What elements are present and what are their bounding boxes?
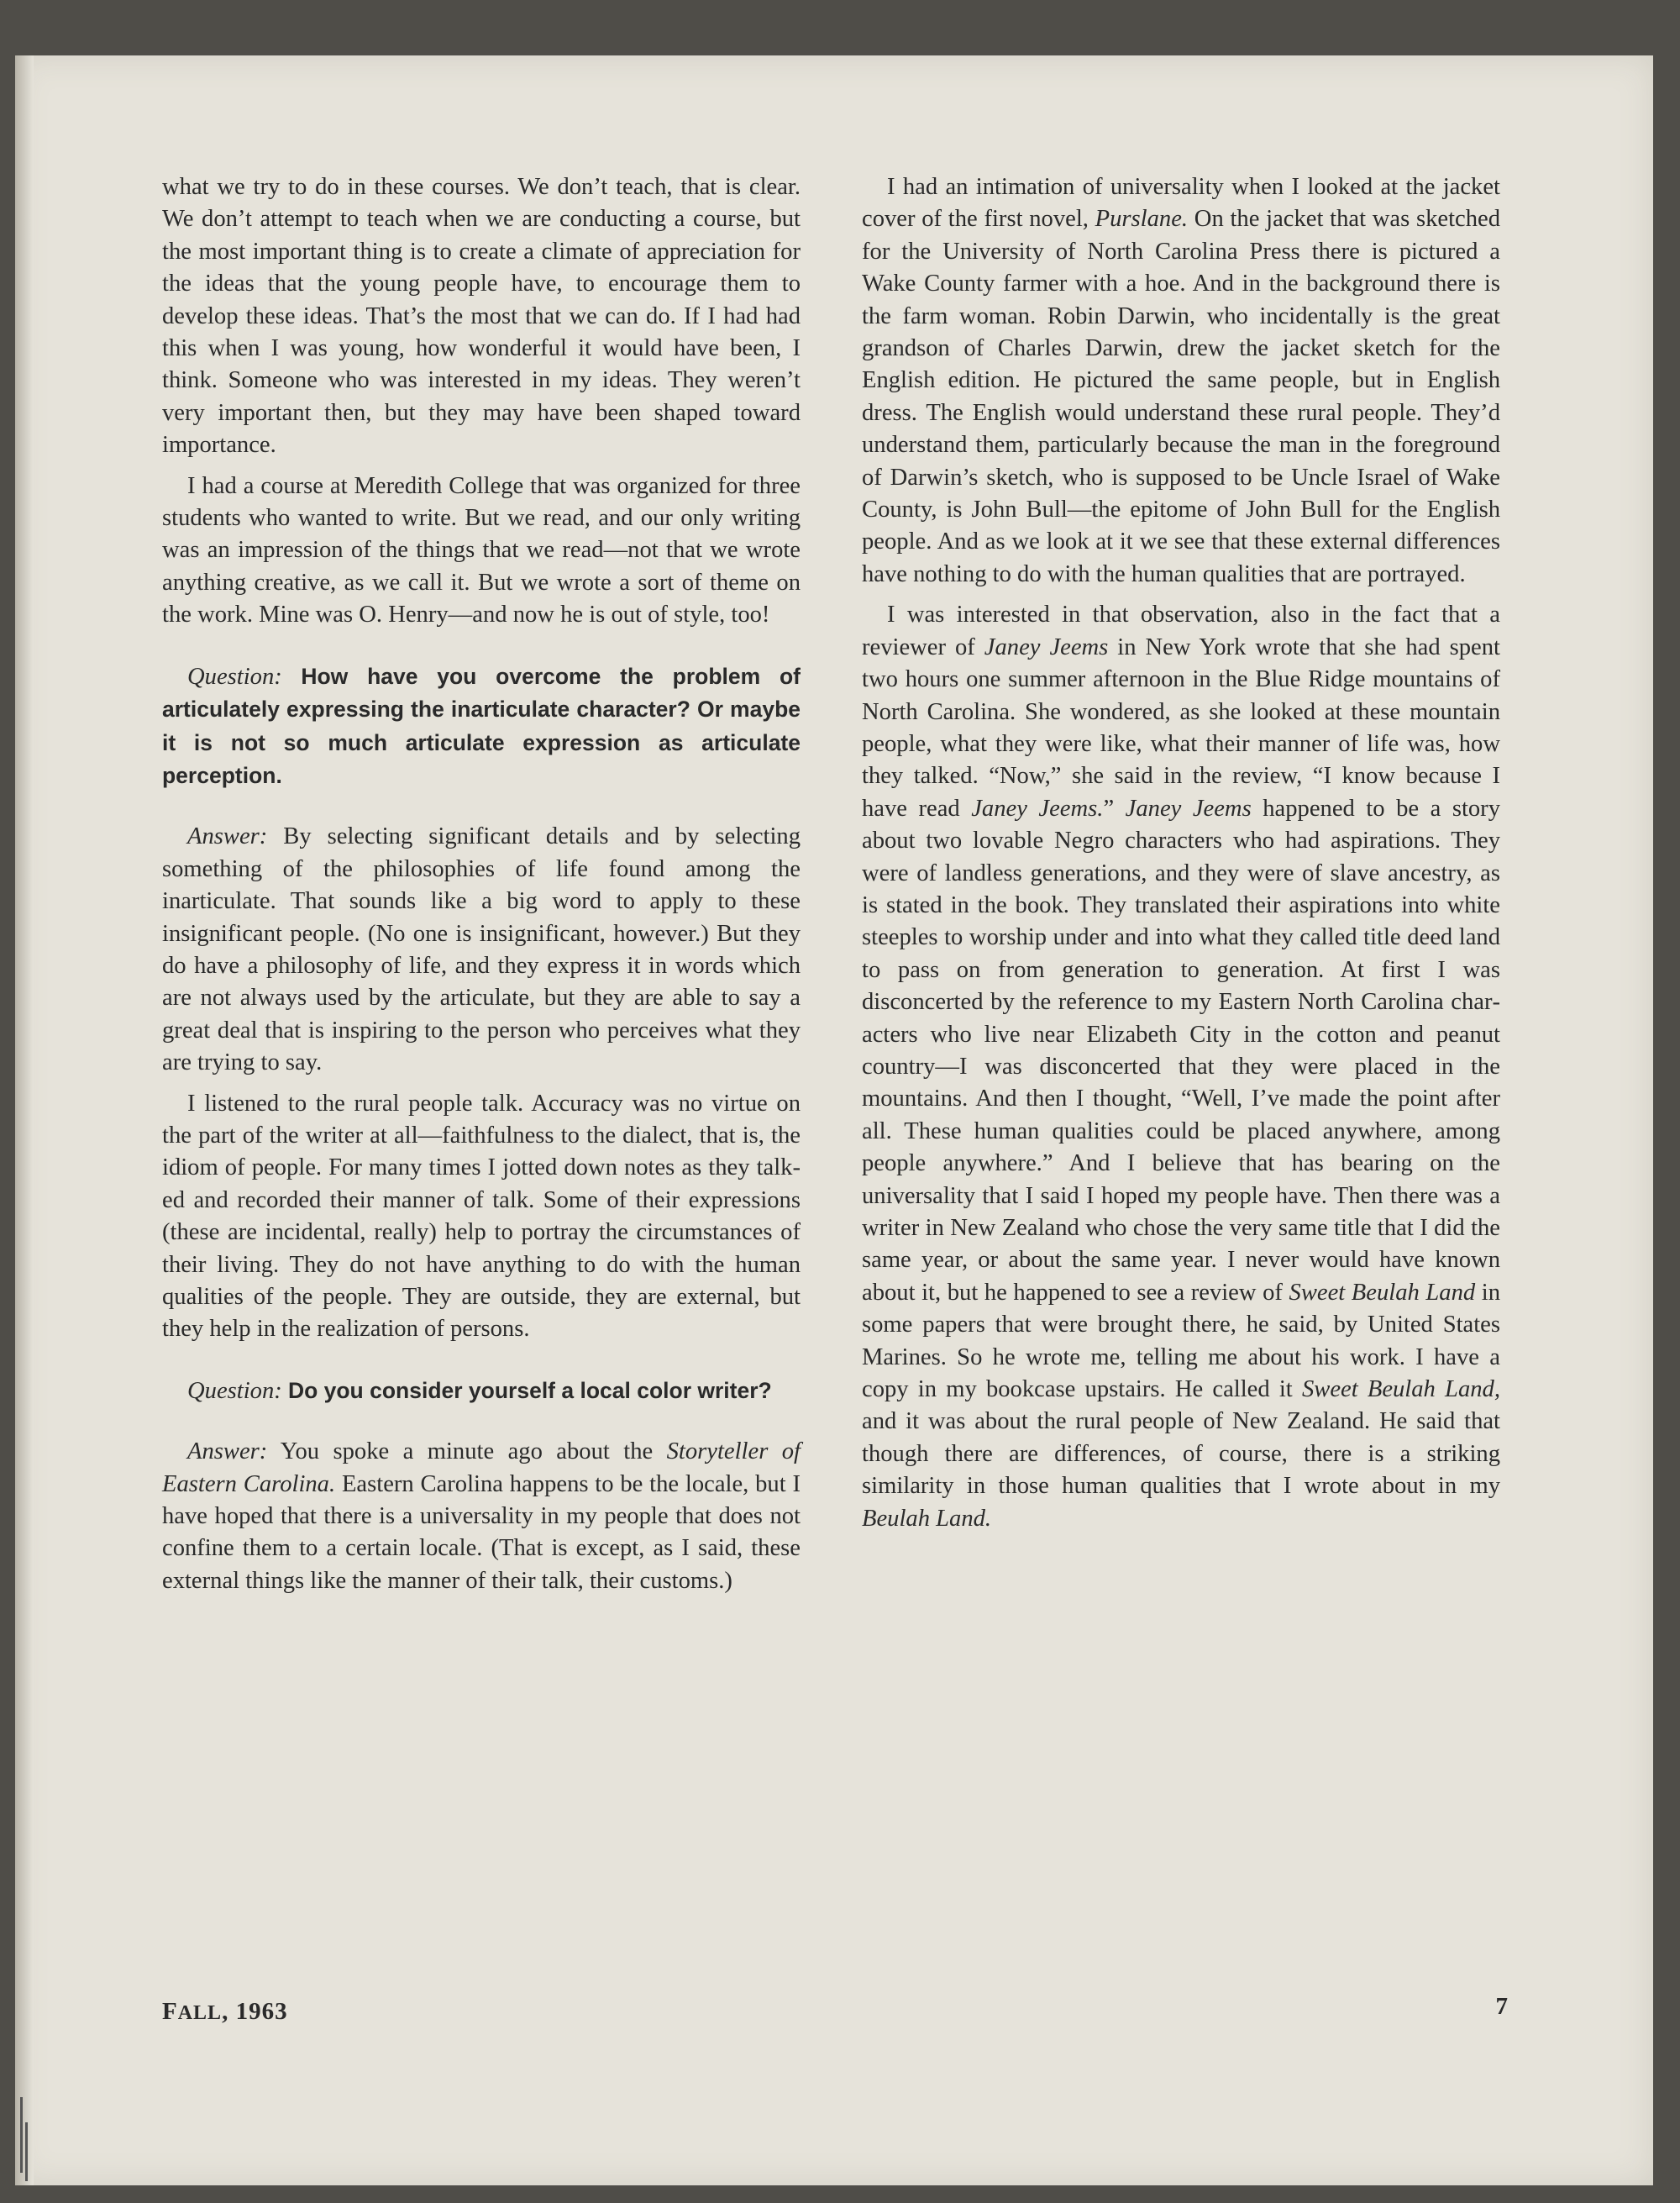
paragraph: what we try to do in these courses. We don’t teach, that is clear. We don’t attempt to teach when we are conducting a course, but the most important thing is to create a climate of appreciation for the ideas that the young people have, to encourage them to develop these ideas. That’s the most that we can do. If I had had this when I was young, how wonderful it would have been, I think. Someone who was interested in my ideas. They weren’t very important then, but they may have been shaped toward importance. <box>162 174 801 459</box>
text: in New York wrote that she had spent two hours one summer afternoon in the Blue Ridge mountains of North Carolina. She wondered, as she looked at these mountain people, what they were like, what their manner of life was, how they talked. “Now,” she said in the review, “I know because I have read <box>862 634 1500 822</box>
document-page <box>15 55 1653 2185</box>
question <box>162 660 801 793</box>
book-title: Janey Jeems. <box>971 795 1104 822</box>
left-column <box>162 171 801 1606</box>
issue-initial: F <box>162 1998 178 2025</box>
issue-footer <box>162 1998 288 2026</box>
book-title: Storyteller of Eastern Carolina. <box>162 1438 801 1497</box>
book-title: Purslane. <box>1095 206 1189 233</box>
book-title: Beulah Land. <box>862 1505 992 1532</box>
paragraph <box>862 599 1500 1535</box>
book-title: Janey Jeems <box>1125 795 1252 822</box>
margin-mark <box>20 2097 23 2173</box>
question-label: Question: <box>187 663 282 690</box>
answer-text: You spoke a minute ago about the <box>280 1438 654 1465</box>
text: ” <box>1103 795 1115 822</box>
issue-year: , 1963 <box>222 1998 288 2025</box>
answer <box>162 1436 801 1597</box>
answer-text: Eastern Carolina happens to be the locale, but I have hoped that there is a universality in my people that does not confine them to a certain locale. (That is except, as I said, these external things like the manner of their talk, their customs.) <box>162 1470 801 1594</box>
text: I was interested in that observation, also in the fact that a reviewer of <box>862 602 1500 660</box>
answer-text: By selecting significant details and by selecting something of the philosophies of life found among the inarticulate. That sounds like a big word to apply to these insignificant people. (No one is insignificant, however.) But they do have a philosophy of life, and they express it in words which are not always used by the articulate, but they are able to say a great deal that is inspiring to the person who perceives what they are trying to say. <box>162 823 801 1076</box>
text: On the jacket that was sketched for the University of North Carolina Press there is pictured a Wake County farmer with a hoe. And in the background there is the farm woman. Robin Darwin, who incidentally is the great grandson of Charles Darwin, drew the jacket sketch for the English edition. He pictured the same people, but in English dress. The English would understand these rural people. They’d understand them, particularly because the man in the foreground of Darwin’s sketch, who is supposed to be Uncle Israel of Wake County, is John Bull—the epitome of John Bull for the English people. And as we look at it we see that these external differences have nothing to do with the human qualities that are portrayed. <box>862 206 1500 587</box>
page-number: 7 <box>1495 1993 1508 2020</box>
text: happened to be a story about two lovable Negro characters who had aspirations. They were of landless generations, and they were of slave ancestry, as is stated in the book. They translated their aspirations into white steeples to worship under and into what they called title deed land to pass on from generation to generation. At first I was disconcerted by the reference to my Eastern North Carolina characters who live near Elizabeth City in the cotton and peanut country—I was disconcerted that they were placed in the mountains. And then I thought, “Well, I’ve made the point after all. These human qualities could be placed anywhere, among people anywhere.” And I believe that has bearing on the universality that I said I hoped my people have. Then there was a writer in New Zealand who chose the very same title that I did the same year, or about the same year. I never would have known about it, but he happened to see a review of <box>862 795 1501 1306</box>
paragraph: I listened to the rural people talk. Accuracy was no virtue on the part of the writer at all—faithfulness to the dialect, that is, the idiom of people. For many times I jotted down notes as they talked and recorded their manner of talk. Some of their expressions (these are incidental, really) help to portray the circumstances of their living. They do not have anything to do with the human qualities of the people. They are outside, they are external, but they help in the realization of persons. <box>162 1090 801 1343</box>
answer-label: Answer: <box>187 1438 268 1465</box>
margin-mark <box>25 2122 28 2181</box>
question <box>162 1375 801 1407</box>
book-title: Janey Jeems <box>984 634 1109 660</box>
binding-gutter <box>15 55 34 2185</box>
issue-season: ALL <box>177 2002 223 2024</box>
question-text: Do you consider yourself a local color writer? <box>287 1377 772 1403</box>
book-title: Sweet Beulah Land <box>1289 1279 1476 1306</box>
book-title: Sweet Beulah Land, <box>1301 1376 1500 1403</box>
answer <box>162 821 801 1079</box>
text: and it was about the rural people of New Zealand. He said that though there are differences, of course, there is a striking similarity in those human qualities that I wrote about in my <box>862 1408 1500 1500</box>
text: I had an intimation of universality when I looked at the jacket cover of the first novel, <box>862 174 1500 233</box>
paragraph <box>862 171 1500 591</box>
answer-label: Answer: <box>187 823 268 850</box>
text: in some papers that were brought there, he said, by United States Marines. So he wrote me, telling me about his work. I have a copy in my bookcase upstairs. He called it <box>862 1279 1501 1403</box>
question-label: Question: <box>187 1377 282 1404</box>
question-text: How have you overcome the problem of articulately expressing the inarticulate character? Or maybe it is not so much articulate expression as articulate perception. <box>162 663 801 788</box>
right-column <box>862 171 1500 1543</box>
paragraph: I had a course at Meredith College that was organized for three students who wanted to write. But we read, and our only writing was an impression of the things that we read—not that we wrote anything creative, as we call it. But we wrote a sort of theme on the work. Mine was O. Henry—and now he is out of style, too! <box>162 472 801 628</box>
